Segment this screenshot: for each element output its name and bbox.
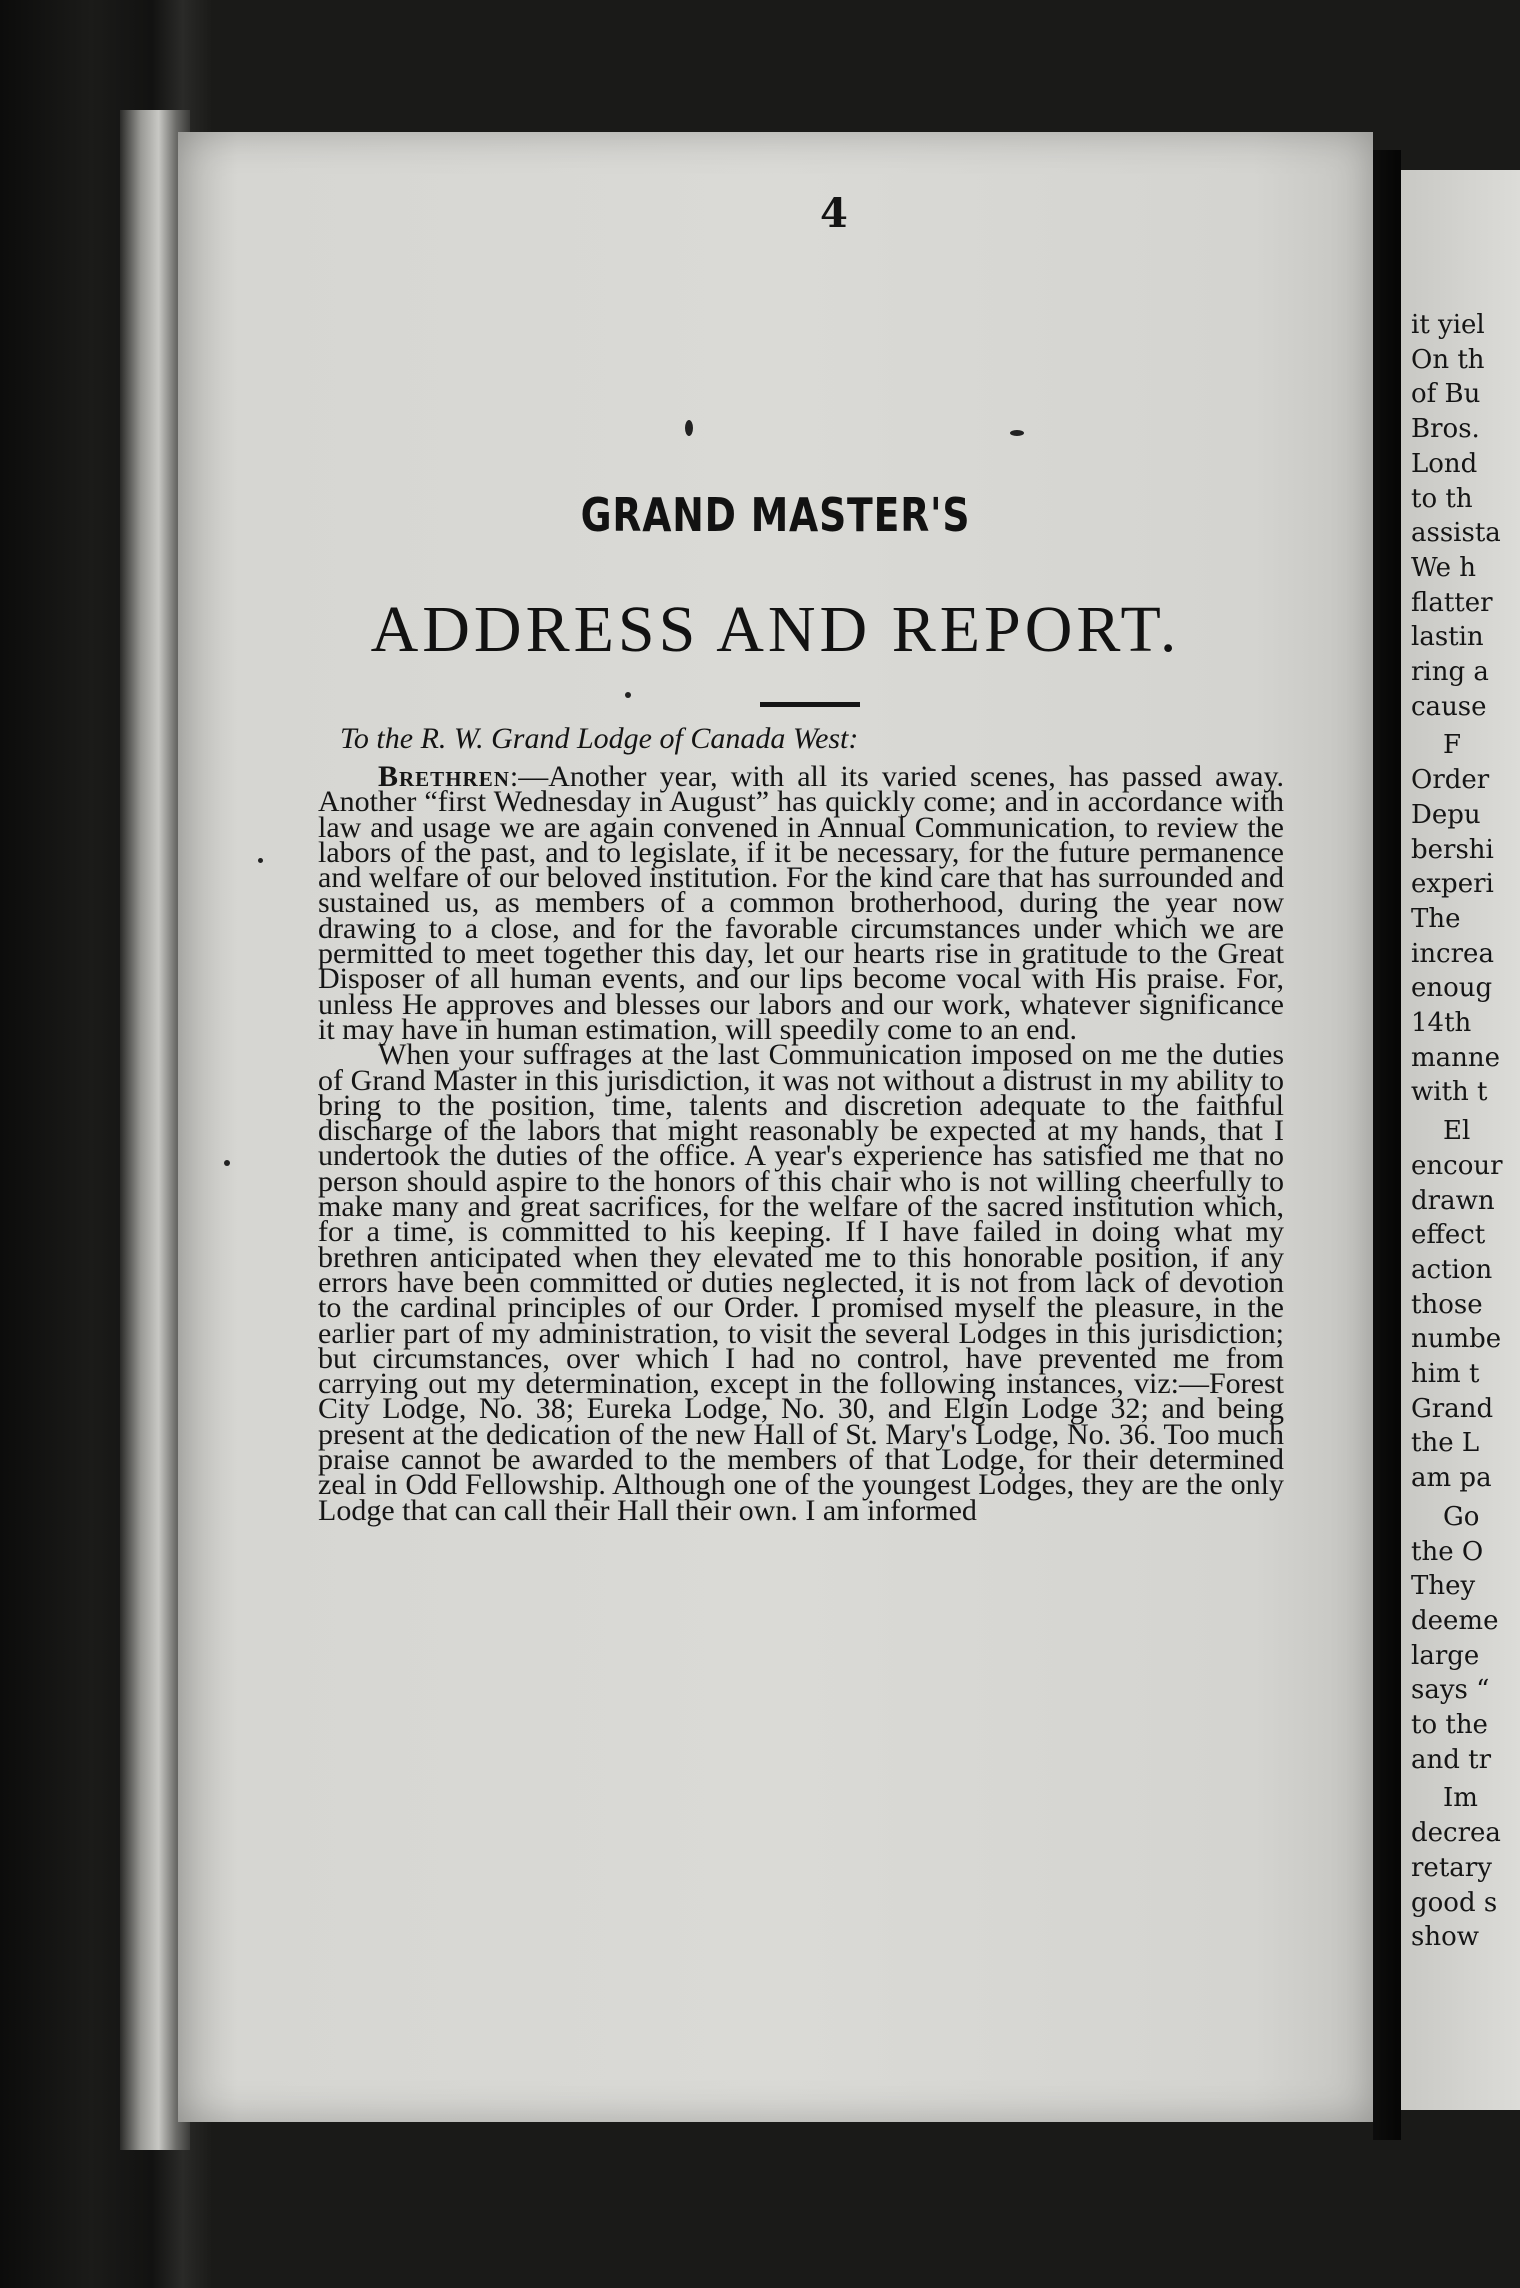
adjacent-page-line: it yiel: [1411, 310, 1485, 340]
adjacent-page: [1401, 170, 1520, 2110]
adjacent-page-line: manne: [1411, 1042, 1501, 1073]
adjacent-page-line: Lond: [1411, 448, 1478, 479]
adjacent-page-line: El: [1443, 1116, 1471, 1147]
adjacent-page-line: to th: [1411, 483, 1473, 514]
title-rule: [760, 702, 860, 707]
adjacent-page-line: enoug: [1411, 973, 1493, 1004]
adjacent-page-line: large: [1411, 1640, 1480, 1671]
adjacent-page-line: flatter: [1411, 587, 1493, 618]
adjacent-page-line: 14th: [1411, 1008, 1472, 1038]
adjacent-page-line: am pa: [1411, 1463, 1492, 1494]
adjacent-page-line: ring a: [1411, 657, 1489, 687]
body-text: [318, 760, 1284, 1527]
adjacent-page-line: of Bu: [1411, 379, 1481, 410]
adjacent-page-line: The: [1411, 903, 1461, 934]
adjacent-page-line: the O: [1411, 1536, 1484, 1567]
scan-speck: [258, 858, 263, 863]
adjacent-page-line: assista: [1411, 518, 1501, 549]
adjacent-page-line: and tr: [1411, 1744, 1492, 1775]
adjacent-page-line: with t: [1411, 1077, 1488, 1108]
adjacent-page-line: numbe: [1411, 1324, 1502, 1355]
adjacent-page-line: decrea: [1411, 1818, 1501, 1849]
paragraph-1: [318, 760, 1284, 1046]
adjacent-page-line: Order: [1411, 765, 1490, 796]
adjacent-page-line: retary: [1411, 1852, 1492, 1883]
adjacent-page-line: We h: [1411, 552, 1476, 583]
adjacent-page-line: Bros.: [1411, 414, 1480, 445]
adjacent-page-line: Grand: [1411, 1393, 1494, 1424]
adjacent-page-line: F: [1443, 730, 1462, 761]
adjacent-page-line: the L: [1411, 1428, 1480, 1459]
adjacent-page-line: deeme: [1411, 1605, 1499, 1636]
paragraph-2-text: When your suffrages at the last Communication imposed on me the duties of Grand Master in this jurisdiction, it was not without a distrust in my ability to bring to the position, time, talents and discretion adequate to the faithful discharge of the labors that might reasonably be expected at my hands, that I undertook the duties of the office. A year's experience has satisfied me that no person should aspire to the honors of this chair who is not willing cheerfully to make many and great sacrifices, for the welfare of the sacred institution which, for a time, is committed to his keeping. If I have failed in doing what my brethren anticipated when they elevated me to this honorable position, if any errors have been committed or duties neglected, it is not from lack of devotion to the cardinal principles of our Order. I promised myself the pleasure, in the earlier part of my administration, to visit the several Lodges in this jurisdiction; but circumstances, over which I had no control, have prevented me from carrying out my determination, except in the following instances, viz:—Forest City Lodge, No. 38; Eureka Lodge, No. 30, and Elgin Lodge 32; and being present at the dedication of the new Hall of St. Mary's Lodge, No. 36. Too much praise cannot be awarded to the members of that Lodge, for their determined zeal in Odd Fellowship. Although one of the youngest Lodges, they are the only Lodge that can call their Hall their own. I am informed: [318, 1038, 1284, 1527]
adjacent-page-line: lastin: [1411, 622, 1484, 653]
adjacent-page-line: On th: [1411, 344, 1485, 375]
adjacent-page-line: cause: [1411, 691, 1487, 722]
paragraph-1-text: :—Another year, with all its varied scenes, has passed away. Another “first Wednesday in August” has quickly come; and in accordance with law and usage we are again convened in Annual Communication, to review the labors of the past, and to legislate, if it be necessary, for the future permanence and welfare of our beloved institution. For the kind care that has surrounded and sustained us, as members of a common brotherhood, during the year now drawing to a close, and for the favorable circumstances under which we are permitted to meet together this day, let our hearts rise in gratitude to the Great Disposer of all human events, and our lips become vocal with His praise. For, unless He approves and blesses our labors and our work, whatever significance it may have in human estimation, will speedily come to an end.: [318, 760, 1284, 1046]
subheading: ADDRESS AND REPORT.: [370, 593, 1181, 666]
adjacent-page-line: action: [1411, 1254, 1493, 1285]
adjacent-page-line: Depu: [1411, 799, 1481, 830]
page-number: 4: [820, 190, 848, 237]
adjacent-page-line: experi: [1411, 869, 1494, 900]
adjacent-page-line: increa: [1411, 938, 1494, 969]
adjacent-page-line: encour: [1411, 1150, 1503, 1181]
scan-speck: [224, 1160, 230, 1166]
heading: GRAND MASTER'S: [580, 488, 971, 542]
adjacent-page-line: good s: [1411, 1887, 1498, 1918]
adjacent-page-line: drawn: [1411, 1185, 1495, 1216]
adjacent-page-line: him t: [1411, 1359, 1480, 1389]
adjacent-page-line: to the: [1411, 1710, 1488, 1740]
salutation: To the R. W. Grand Lodge of Canada West:: [340, 722, 859, 755]
paragraph-2: [318, 1038, 1284, 1527]
adjacent-page-line: those: [1411, 1289, 1483, 1320]
scan-speck: [1010, 430, 1024, 436]
adjacent-page-line: says “: [1411, 1675, 1490, 1706]
adjacent-page-line: show: [1411, 1922, 1479, 1953]
scan-speck: [625, 692, 631, 698]
adjacent-page-line: Go: [1443, 1501, 1480, 1532]
scan-speck: [685, 420, 693, 436]
adjacent-page-line: effect: [1411, 1220, 1486, 1251]
page-gutter: [1373, 150, 1401, 2140]
adjacent-page-line: Im: [1443, 1783, 1478, 1814]
adjacent-page-line: They: [1411, 1571, 1476, 1602]
adjacent-page-line: bershi: [1411, 834, 1494, 865]
paragraph-lead: Brethren: [378, 760, 510, 793]
